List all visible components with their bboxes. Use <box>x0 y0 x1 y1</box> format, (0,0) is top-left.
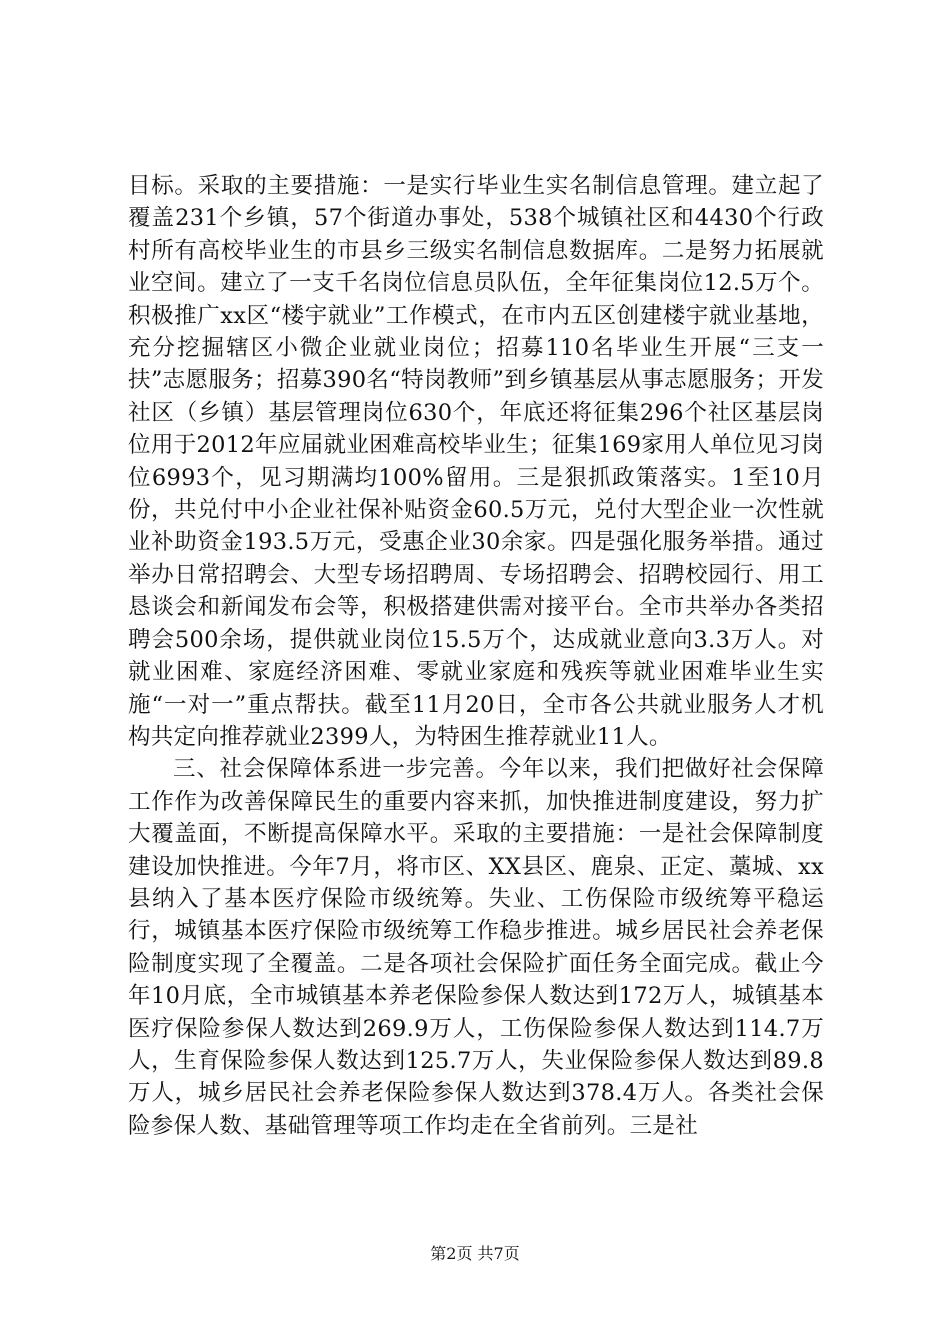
paragraph-employment-measures: 目标。采取的主要措施：一是实行毕业生实名制信息管理。建立起了覆盖231个乡镇，57个街道办事处，538个城镇社区和4430个行政村所有高校毕业生的市县乡三级实名制信息数据库。二是努力拓展就业空间。建立了一支千名岗位信息员队伍，全年征集岗位12.5万个。积极推广xx区“楼宇就业”工作模式，在市内五区创建楼宇就业基地，充分挖掘辖区小微企业就业岗位；招募110名毕业生开展“三支一扶”志愿服务；招募390名“特岗教师”到乡镇基层从事志愿服务；开发社区（乡镇）基层管理岗位630个，年底还将征集296个社区基层岗位用于2012年应届就业困难高校毕业生；征集169家用人单位见习岗位6993个，见习期满均100%留用。三是狠抓政策落实。1至10月份，共兑付中小企业社保补贴资金60.5万元，兑付大型企业一次性就业补助资金193.5万元，受惠企业30余家。四是强化服务举措。通过举办日常招聘会、大型专场招聘周、专场招聘会、招聘校园行、用工恳谈会和新闻发布会等，积极搭建供需对接平台。全市共举办各类招聘会500余场，提供就业岗位15.5万个，达成就业意向3.3万人。对就业困难、家庭经济困难、零就业家庭和残疾等就业困难毕业生实施“一对一”重点帮扶。截至11月20日，全市各公共就业服务人才机构共定向推荐就业2399人，为特困生推荐就业11人。 <box>128 173 824 750</box>
page-number-footer: 第2页 共7页 <box>430 1244 520 1263</box>
paragraph-social-security: 三、社会保障体系进一步完善。今年以来，我们把做好社会保障工作作为改善保障民生的重要内容来抓，加快推进制度建设，努力扩大覆盖面，不断提高保障水平。采取的主要措施：一是社会保障制度建设加快推进。今年7月，将市区、XX县区、鹿泉、正定、藁城、xx县纳入了基本医疗保险市级统筹。失业、工伤保险市级统筹平稳运行，城镇基本医疗保险市级统筹工作稳步推进。城乡居民社会养老保险制度实现了全覆盖。二是各项社会保险扩面任务全面完成。截止今年10月底，全市城镇基本养老保险参保人数达到172万人，城镇基本医疗保险参保人数达到269.9万人，工伤保险参保人数达到114.7万人，生育保险参保人数达到125.7万人，失业保险参保人数达到89.8万人，城乡居民社会养老保险参保人数达到378.4万人。各类社会保险参保人数、基础管理等项工作均走在全省前列。三是社 <box>128 756 824 1139</box>
document-body <box>128 170 824 1142</box>
